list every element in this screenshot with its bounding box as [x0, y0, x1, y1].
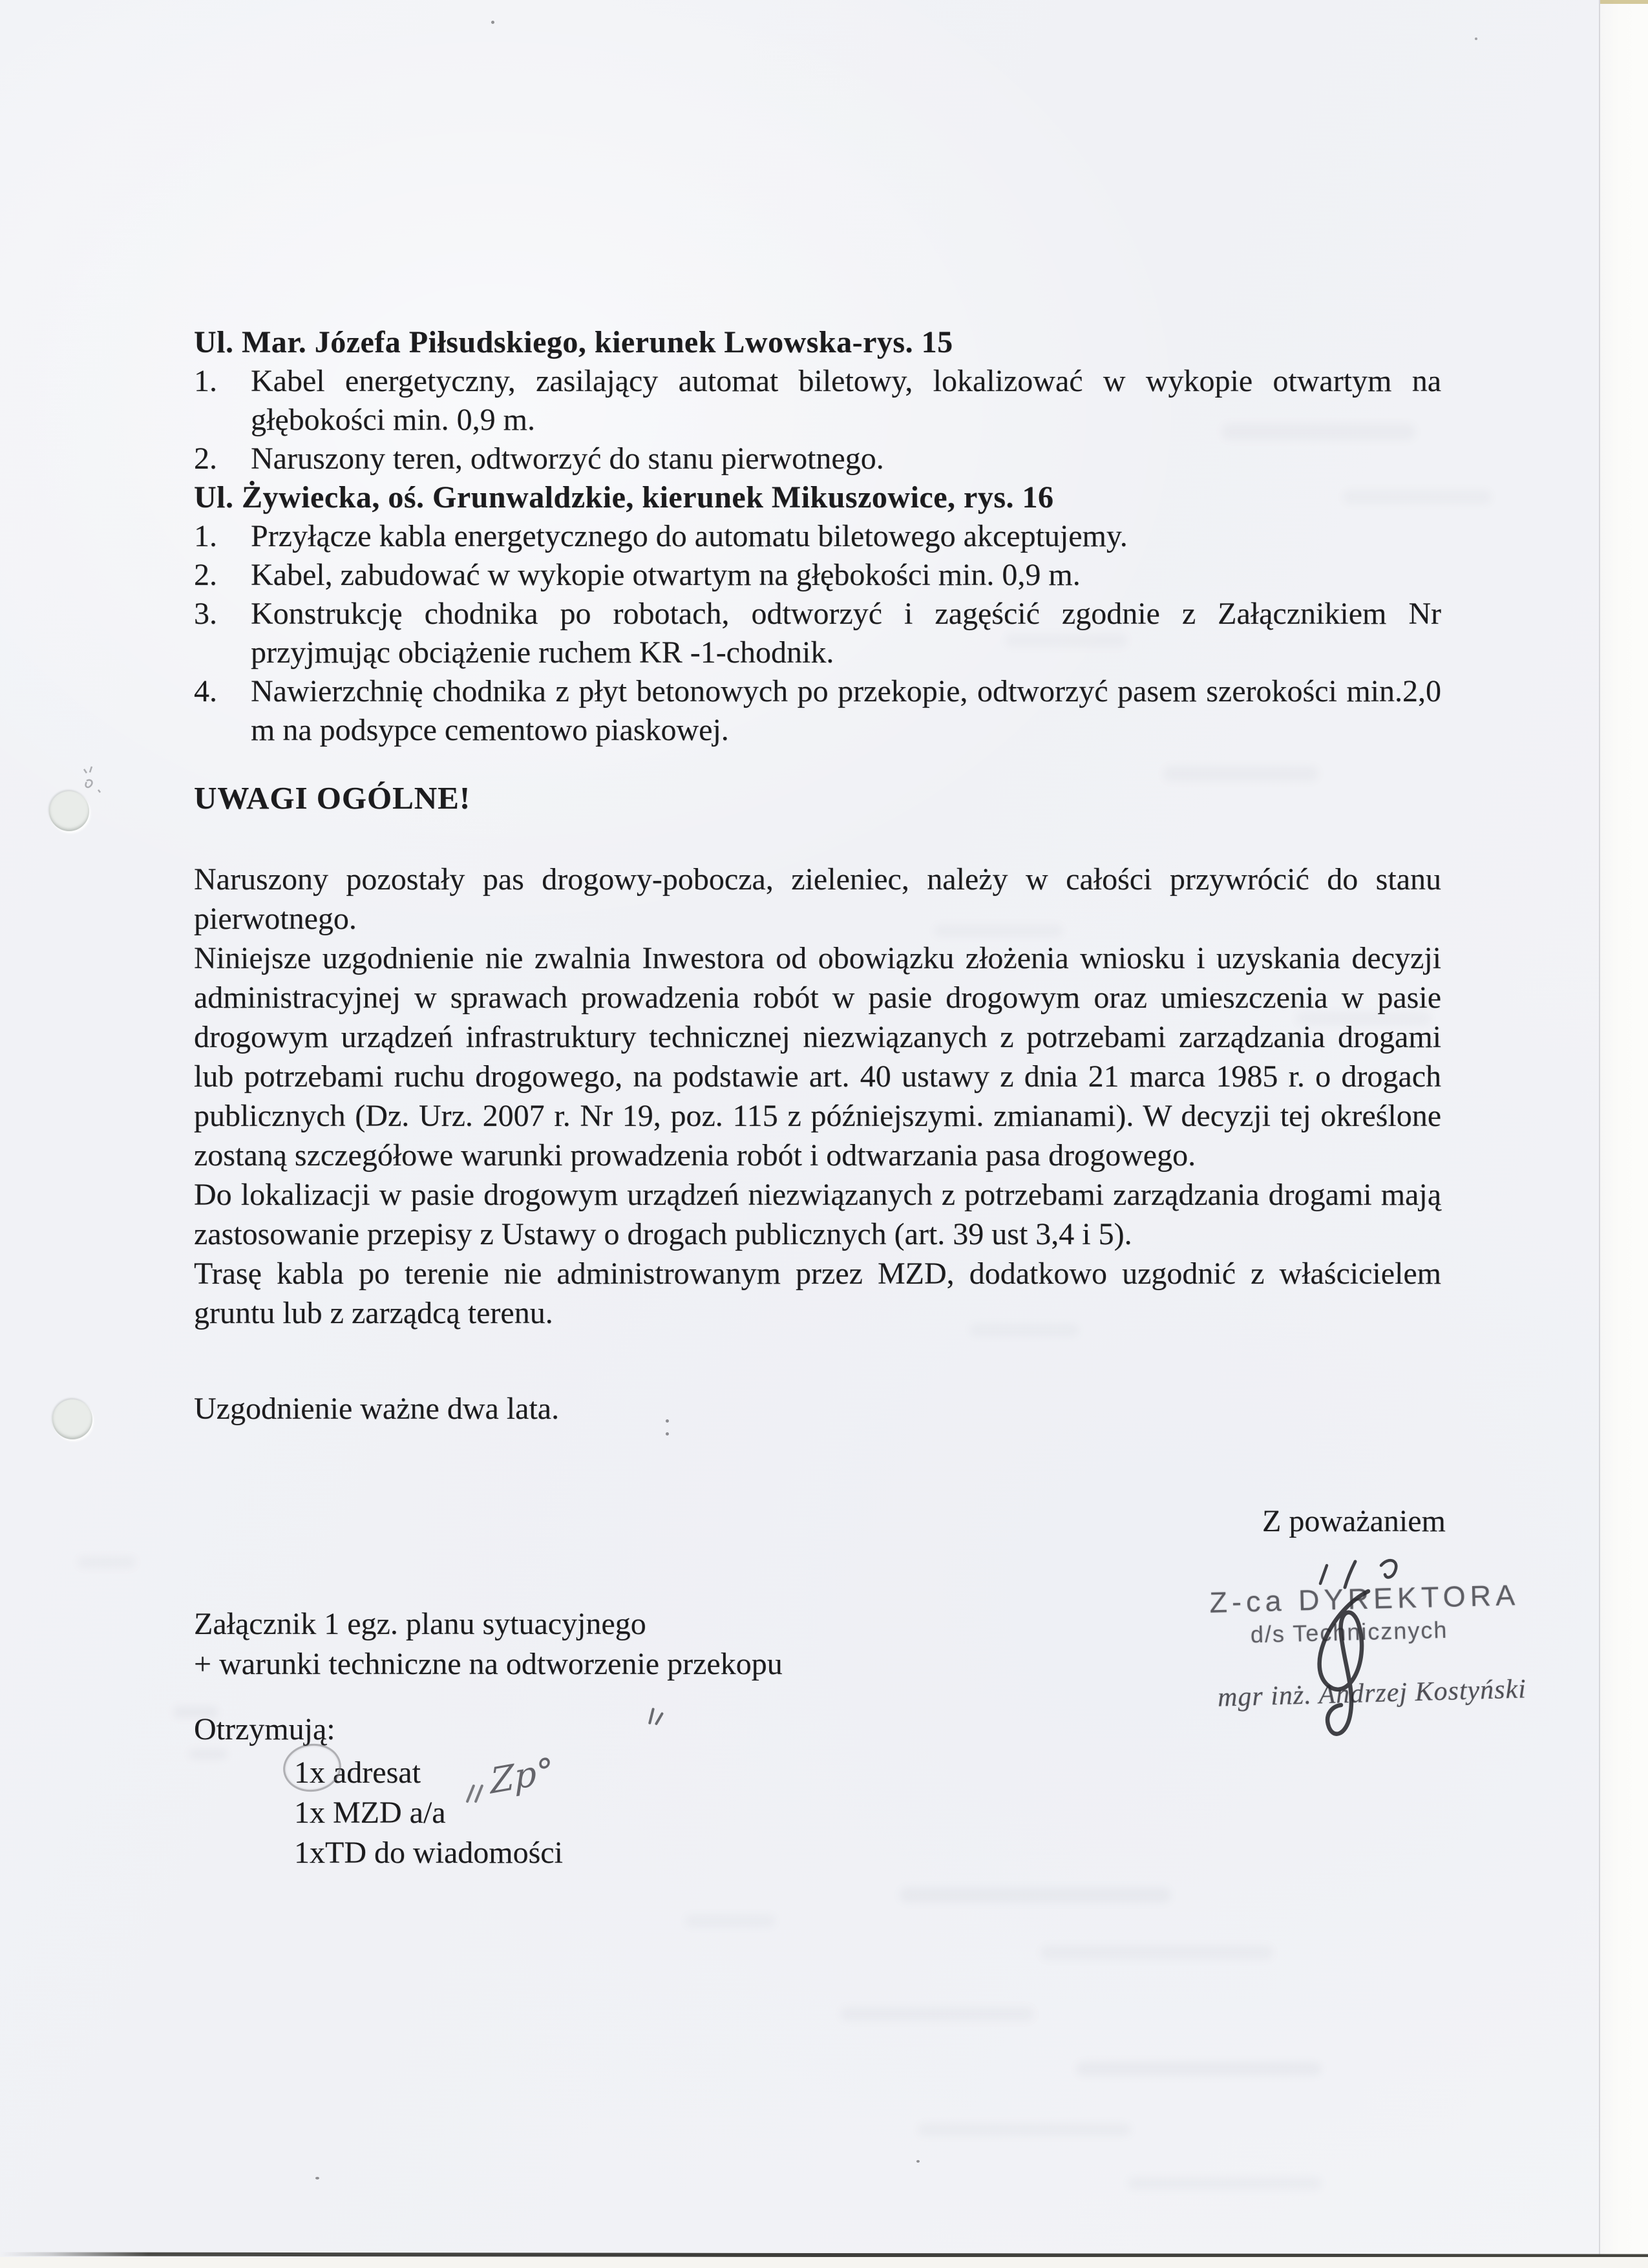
list-item [194, 556, 1441, 595]
body-paragraph: Trasę kabla po terenie nie administrowanym przez MZD, dodatkowo uzgodnić z właścicielem gruntu lub z zarządcą terenu. [194, 1256, 1441, 1330]
pencil-smudge [189, 1749, 227, 1759]
stamp-title: Z-ca DYREKTORA [1209, 1578, 1520, 1619]
attachment-line: Załącznik 1 egz. planu sytuacyjnego [194, 1607, 646, 1641]
distribution-item: 1xTD do wiadomości [294, 1836, 563, 1870]
bleedthrough-smudge [1343, 490, 1492, 504]
attachments-block [194, 1604, 783, 1684]
bleedthrough-smudge [918, 2123, 1131, 2136]
handwritten-note: Zp° [489, 1750, 555, 1802]
distribution-item: 1x MZD a/a [294, 1796, 446, 1830]
body-paragraph: Niniejsze uzgodnienie nie zwalnia Inwestora od obowiązku złożenia wniosku i uzyskania decyzji administracyjnej w sprawach prowadzenia robót w pasie drogowym oraz umieszczenia w pasie drogowym urządzeń infrastruktury technicznej niezwiązanych z potrzebami zarządzania drogami lub potrzebami ruchu drogowego, na podstawie art. 40 ustawy z dnia 21 marca 1985 r. o drogach publicznych (Dz. Urz. 2007 r. Nr 19, poz. 115 z późniejszymi. zmianami). W decyzji tej określone zostaną szczegółowe warunki prowadzenia robót i odtwarzania pasa drogowego. [194, 941, 1441, 1172]
ditto-mark [469, 1784, 489, 1806]
pencil-smudge [78, 1556, 136, 1568]
bleedthrough-smudge [900, 1887, 1171, 1903]
list-item-text: Kabel energetyczny, zasilający automat biletowy, lokalizować w wykopie otwartym na głębokości min. 0,9 m. [251, 364, 1441, 437]
bleedthrough-smudge [1041, 1945, 1273, 1960]
list-item-text: Naruszony teren, odtworzyć do stanu pierwotnego. [251, 441, 884, 476]
list-item-number: 2. [194, 558, 217, 592]
bleedthrough-smudge [1221, 423, 1415, 440]
bleedthrough-smudge [1128, 2177, 1322, 2190]
list-item-number: 1. [194, 519, 217, 553]
list-item [194, 440, 1441, 478]
punch-hole-bottom [52, 1399, 92, 1439]
list-item [194, 672, 1441, 750]
conditions-block [194, 323, 1441, 750]
signer-name: mgr inż. Andrzej Kostyński [1217, 1674, 1527, 1713]
body-paragraph: Naruszony pozostały pas drogowy-pobocza, zieleniec, należy w całości przywrócić do stanu pierwotnego. [194, 862, 1441, 936]
list-item-text: Konstrukcję chodnika po robotach, odtworzyć i zagęścić zgodnie z Załącznikiem Nr przyjmując obciążenie ruchem KR -1-chodnik. [251, 597, 1441, 670]
list-item-number: 3. [194, 597, 217, 631]
distribution-item: 1x adresat [294, 1755, 421, 1790]
closing-salutation: Z poważaniem [1262, 1504, 1446, 1538]
scan-speck [916, 2160, 920, 2163]
remarks-paragraphs [194, 860, 1441, 1333]
bleedthrough-smudge [1076, 2062, 1322, 2076]
scan-speck [491, 21, 494, 24]
handwritten-signature [1270, 1549, 1419, 1749]
list-item-text: Nawierzchnię chodnika z płyt betonowych po przekopie, odtworzyć pasem szerokości min.2,0 m na podsypce cementowo piaskowej. [251, 674, 1441, 747]
list-item-text: Przyłącze kabla energetycznego do automatu biletowego akceptujemy. [251, 519, 1128, 553]
general-remarks-heading: UWAGI OGÓLNE! [194, 780, 471, 816]
bleedthrough-smudge [969, 1324, 1079, 1337]
distribution-heading: Otrzymują: [194, 1712, 335, 1746]
bleedthrough-smudge [1163, 766, 1318, 781]
scan-speck [315, 2177, 319, 2179]
body-paragraph: Do lokalizacji w pasie drogowym urządzeń niezwiązanych z potrzebami zarządzania drogami mają zastosowanie przepisy z Ustawy o drogach publicznych (art. 39 ust 3,4 i 5). [194, 1178, 1441, 1251]
scanner-right-margin [1600, 0, 1648, 2268]
bleedthrough-smudge [934, 924, 1063, 937]
list-item-number: 1. [194, 364, 217, 398]
street-section-2-heading: Ul. Żywiecka, oś. Grunwaldzkie, kierunek Mikuszowice, rys. 16 [194, 480, 1054, 514]
faint-colon-artifact [666, 1419, 670, 1436]
scan-speck [1475, 37, 1477, 40]
bleedthrough-smudge [840, 2007, 1034, 2021]
bleedthrough-smudge [1005, 633, 1128, 648]
list-item-text: Kabel, zabudować w wykopie otwartym na głębokości min. 0,9 m. [251, 558, 1081, 592]
list-item-number: 4. [194, 674, 217, 708]
list-item-number: 2. [194, 441, 217, 476]
pencil-smudge [173, 1706, 218, 1718]
validity-note: Uzgodnienie ważne dwa lata. [194, 1392, 560, 1426]
scanner-bottom-margin [0, 2257, 1648, 2268]
list-item [194, 595, 1441, 672]
punch-hole-top [49, 791, 89, 831]
stamp-role: d/s Technicznych [1250, 1616, 1448, 1648]
scan-edge-artifact [1600, 0, 1648, 4]
bleedthrough-smudge [685, 1914, 776, 1927]
attachment-line: + warunki techniczne na odtworzenie przekopu [194, 1647, 783, 1681]
stray-pen-mark [650, 1708, 667, 1731]
street-section-1-heading: Ul. Mar. Józefa Piłsudskiego, kierunek Lwowska-rys. 15 [194, 325, 953, 359]
bleedthrough-smudge [1296, 1012, 1431, 1026]
list-item [194, 517, 1441, 556]
